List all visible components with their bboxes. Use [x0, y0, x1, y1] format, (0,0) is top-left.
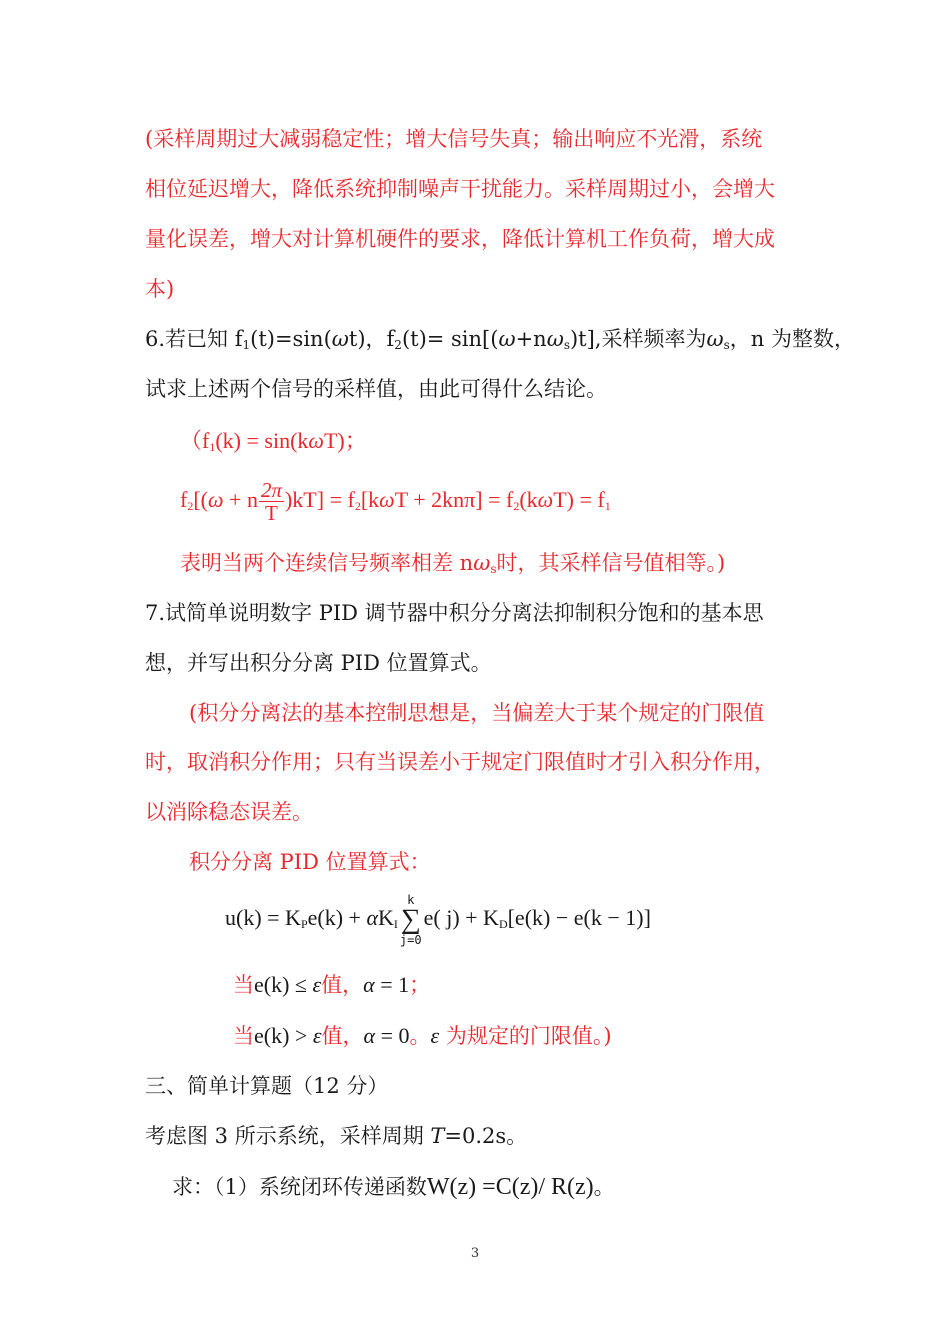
answer-6-equation-1: （$f_1(k) = \sin(k\omega T)$；	[180, 428, 367, 454]
answer-text-line: 相位延迟增大，降低系统抑制噪声干扰能力。采样周期过小，会增大	[145, 177, 775, 201]
condition-2: 当e(k) > ε值，α = 0。ε 为规定的门限值。)	[233, 1023, 612, 1048]
question-7-line-1: 7.试简单说明数字 PID 调节器中积分分离法抑制积分饱和的基本思	[145, 601, 764, 625]
section-3-title: 三、简单计算题（12 分）	[145, 1074, 389, 1098]
question-6-line-2: 试求上述两个信号的采样值，由此可得什么结论。	[145, 377, 607, 401]
question-7-line-2: 想，并写出积分分离 PID 位置算式。	[145, 651, 492, 675]
answer-text-line: (积分分离法的基本控制思想是，当偏差大于某个规定的门限值	[189, 701, 765, 725]
question-6-line-1: 6.若已知 $f_1(t)=\sin(\omega t)$，$f_2(t)= \sin[(\omega+n\omega_s)t]$,采样频率为$\omega_s$，n 为整数，	[145, 327, 855, 352]
condition-1: 当e(k) ≤ ε值，α = 1；	[233, 972, 431, 997]
page-number: 3	[470, 1246, 480, 1261]
section-3-line-1: 考虑图 3 所示系统，采样周期 T=0.2s。	[145, 1124, 528, 1148]
answer-6-conclusion: 表明当两个连续信号频率相差 $n\omega_s$时，其采样信号值相等。)	[180, 551, 726, 576]
section-3-line-2: 求：（1）系统闭环传递函数W(z) =C(z)/ R(z)。	[172, 1174, 615, 1200]
answer-text-line: (采样周期过大减弱稳定性；增大信号失真；输出响应不光滑，系统	[145, 127, 763, 151]
fraction: $\frac{2\pi}{T}$	[260, 478, 282, 526]
answer-text-line: 量化误差，增大对计算机硬件的要求，降低计算机工作负荷，增大成	[145, 227, 775, 251]
pid-formula: $u(k) = K_Pe(k) + \alpha K_I$ k ∑ j=0 e( $j) + K_D[e(k) - e(k - 1)]$	[225, 892, 651, 947]
formula-title: 积分分离 PID 位置算式：	[189, 850, 431, 874]
answer-text-line: 时，取消积分作用；只有当误差小于规定门限值时才引入积分作用，	[145, 750, 775, 774]
answer-text-line: 以消除稳态误差。	[145, 800, 313, 824]
summation: k ∑ j=0	[399, 892, 422, 947]
answer-6-equation-2: $f_2[(\omega + n$ $\frac{2\pi}{T}$ )$kT] = f_2[k\omega T + 2kn\pi] = f_2(k\omega T) = f_1$	[180, 478, 611, 526]
answer-text-line: 本)	[145, 277, 175, 301]
